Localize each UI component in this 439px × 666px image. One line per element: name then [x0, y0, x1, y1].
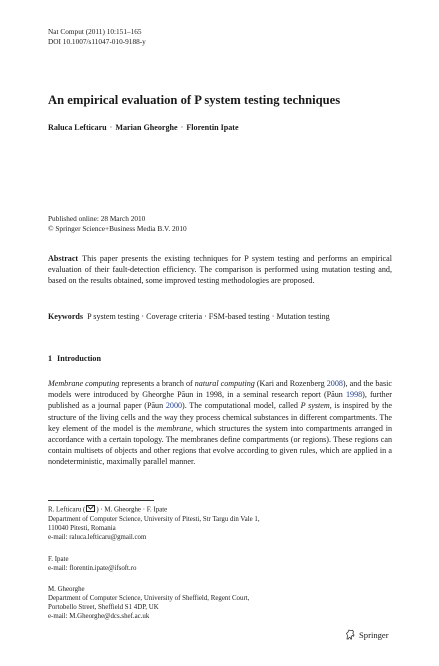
body-text: ), and the basic models were introduced by Gheorghe Păun in 1998, in a seminal research report (Păun	[48, 379, 392, 400]
publisher-name: Springer	[359, 629, 389, 640]
term: P system	[300, 401, 330, 411]
affiliation-gheorghe	[48, 585, 388, 621]
section-title: Introduction	[57, 354, 101, 363]
footnote-email[interactable]: e-mail: raluca.lefticaru@gmail.com	[48, 533, 147, 541]
abstract-text: This paper presents the existing techniques for P system testing and performs an empirical evaluation of their fault-detection efficiency. The comparison is performed using mutation testing and, based on the results obtained, some improved testing methodologies are proposed.	[48, 254, 392, 286]
author-name: Marian Gheorghe	[115, 123, 178, 132]
body-text: represents a branch of	[119, 379, 195, 388]
abstract-label: Abstract	[48, 254, 79, 263]
publisher-logo	[345, 629, 389, 640]
citation-link[interactable]: 1998	[345, 390, 363, 400]
doi: DOI 10.1007/s11047-010-9188-y	[48, 36, 146, 46]
affiliation-ipate	[48, 555, 388, 573]
footnote-author: M. Gheorghe	[48, 586, 85, 593]
author-name: Florentin Ipate	[186, 123, 239, 132]
abstract	[48, 253, 392, 287]
footnote-address: Portobello Street, Sheffield S1 4DP, UK	[48, 604, 159, 612]
published-date: Published online: 28 March 2010	[48, 214, 146, 223]
journal-header	[48, 27, 146, 46]
section-number: 1	[48, 354, 53, 363]
citation-link[interactable]: 2008	[326, 379, 343, 388]
envelope-icon	[86, 505, 95, 512]
footnote-address: 110040 Pitesti, Romania	[48, 524, 116, 532]
copyright: © Springer Science+Business Media B.V. 2010	[48, 223, 187, 233]
term: membrane	[156, 423, 192, 433]
body-text: ). The computational model, called	[182, 401, 301, 411]
body-text: , which structures the system into compartments arranged in accordance with a certain topology. The membranes define compartments (or regions). These regions can contain multisets of objects and other regions that evolve according to given rules, which are applied in a nondeterministic, maximally parallel manner.	[48, 423, 392, 467]
keywords	[48, 311, 392, 322]
keywords-label: Keywords	[48, 312, 84, 321]
keyword-separator: ·	[204, 312, 207, 321]
journal-citation: Nat Comput (2011) 10:151–165	[48, 27, 142, 36]
author-separator: ·	[109, 123, 113, 132]
term: Membrane computing	[48, 379, 120, 388]
term: natural computing	[194, 379, 255, 388]
intro-paragraph	[48, 378, 392, 468]
footnote-author: F. Ipate	[48, 556, 69, 563]
body-text: , is inspired by the structure of the living cells and the way they process chemical substances in different compartments. The key element of the model is the	[48, 401, 393, 433]
keyword: Coverage criteria	[146, 312, 203, 321]
citation-link[interactable]: 2000	[165, 401, 183, 411]
keyword: FSM-based testing	[208, 312, 270, 321]
keyword-separator: ·	[141, 312, 145, 321]
footnote-address: Department of Computer Science, University of Pitesti, Str Targu din Vale 1,	[48, 515, 260, 523]
footnote-email[interactable]: e-mail: florentin.ipate@ifsoft.ro	[48, 565, 137, 573]
paper-title: An empirical evaluation of P system testing techniques	[48, 93, 341, 107]
author-name: Raluca Lefticaru	[48, 123, 107, 132]
section-heading	[48, 354, 101, 363]
body-text: (Kari and Rozenberg	[254, 379, 327, 388]
footnote-rule	[48, 500, 154, 501]
affiliation-lefticaru: R. Lefticaru ( ) · M. Gheorghe · F. Ipate Department of Computer Science, University of Pitesti, Str Targu din Vale 1, 110040 Pitesti, Romania e-mail: raluca.lefticaru@gmail.com	[48, 505, 388, 542]
springer-horse-icon	[345, 629, 356, 640]
keyword-separator: ·	[271, 312, 275, 321]
author-separator: ·	[180, 123, 184, 132]
footnote-address: Department of Computer Science, University of Sheffield, Regent Court,	[48, 595, 250, 603]
keyword: P system testing	[87, 312, 140, 321]
footnote-author: R. Lefticaru	[48, 506, 82, 514]
footnote-authors: · M. Gheorghe · F. Ipate	[100, 506, 168, 514]
keyword: Mutation testing	[276, 312, 330, 321]
publication-info	[48, 214, 187, 233]
author-list	[48, 123, 239, 132]
footnote-email[interactable]: e-mail: M.Gheorghe@dcs.shef.ac.uk	[48, 613, 150, 621]
body-text: ), further published as a journal paper (Păun	[48, 390, 393, 411]
